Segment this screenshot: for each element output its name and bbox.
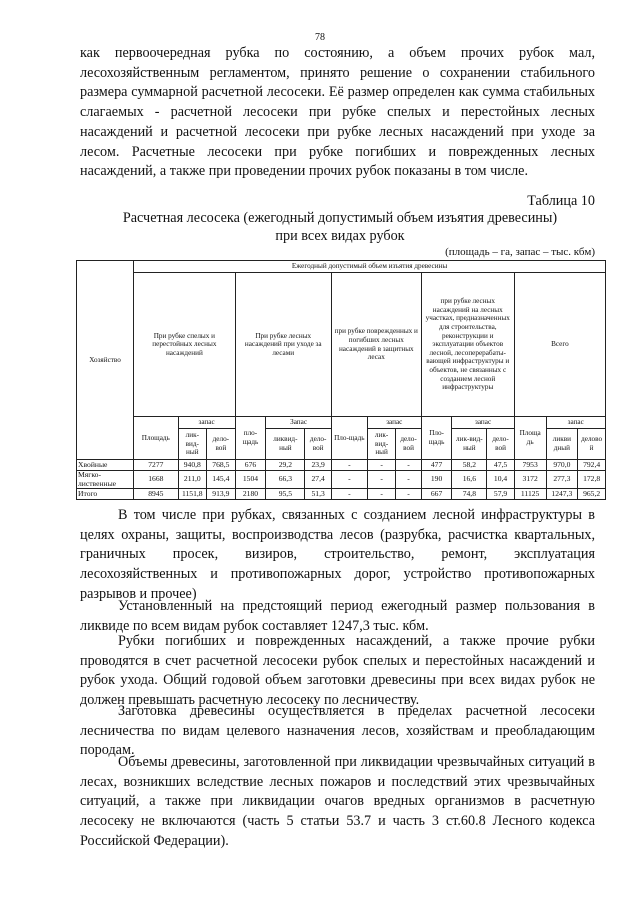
table-cell: 667 [421, 489, 452, 500]
page-number: 78 [315, 32, 325, 43]
subheader-cell: дело-вой [396, 429, 421, 460]
header-group-thinning: При рубке лесных насаждений при уходе за лесами [235, 273, 331, 417]
subheader-cell: лик-вид-ный [178, 429, 207, 460]
subheader-cell: делово й [578, 429, 606, 460]
table-cell: 190 [421, 471, 452, 489]
header-annual-volume: Ежегодный допустимый объем изъятия древесины [134, 261, 606, 273]
table-cell: 51,3 [305, 489, 331, 500]
subheader-cell: Площа дь [514, 417, 546, 460]
table-cell: 27,4 [305, 471, 331, 489]
table-cell: 1504 [235, 471, 266, 489]
header-zapas: запас [367, 417, 421, 429]
table-cell: 970,0 [546, 460, 578, 471]
table-cell: 58,2 [452, 460, 487, 471]
row-label: Мягко-лиственные [77, 471, 134, 489]
header-zapas: Запас [266, 417, 332, 429]
table-cell: 66,3 [266, 471, 305, 489]
subheader-cell: ликвид-ный [266, 429, 305, 460]
table-cell: 57,9 [487, 489, 514, 500]
table-cell: 11125 [514, 489, 546, 500]
row-label: Хвойные [77, 460, 134, 471]
table-cell: 965,2 [578, 489, 606, 500]
table-title [60, 209, 620, 245]
table-cell: 913,9 [207, 489, 236, 500]
header-zapas: запас [178, 417, 235, 429]
paragraph-emergency: Объемы древесины, заготовленной при ликвидации чрезвычайных ситуаций в лесах, возникших вследствие лесных пожаров и последствий этих чрезвычайных ситуаций, а также при ликвидации очагов вредных организмов в расчетную лесосеку не включаются (часть 5 статьи 53.7 и часть 3 ст.60.8 Лесного кодекса Российской Федерации). [80, 754, 595, 849]
table-cell: 2180 [235, 489, 266, 500]
table-body [77, 460, 606, 500]
header-zapas: запас [452, 417, 514, 429]
table-cell: 145,4 [207, 471, 236, 489]
table-title-line-2: при всех видах рубок [275, 228, 405, 244]
table-row [77, 460, 606, 471]
subheader-cell: дело-вой [207, 429, 236, 460]
table-cell: 16,6 [452, 471, 487, 489]
allowable-cut-table [76, 260, 606, 500]
table-title-line-1: Расчетная лесосека (ежегодный допустимый объем изъятия древесины) [122, 210, 558, 226]
table-cell: - [396, 460, 421, 471]
table-cell: 676 [235, 460, 266, 471]
subheader-cell: ликви дный [546, 429, 578, 460]
subheader-cell: дело-вой [487, 429, 514, 460]
subheader-cell: Площадь [134, 417, 178, 460]
table-cell: - [331, 489, 367, 500]
table-cell: 1151,8 [178, 489, 207, 500]
subheader-cell: лик-вид-ный [452, 429, 487, 460]
subheader-cell: Пло-щадь [421, 417, 452, 460]
table-cell: 477 [421, 460, 452, 471]
subheader-cell: дело-вой [305, 429, 331, 460]
paragraph-liquid-volume: Установленный на предстоящий период ежегодный размер пользования в ликвиде по всем видам рубок составляет 1247,3 тыс. кбм. [80, 598, 595, 634]
table-cell: 211,0 [178, 471, 207, 489]
table-cell: 940,8 [178, 460, 207, 471]
table-cell: 3172 [514, 471, 546, 489]
table-cell: 792,4 [578, 460, 606, 471]
table-cell: 8945 [134, 489, 178, 500]
subheader-cell: лик-вид-ный [367, 429, 396, 460]
header-group-total: Всего [514, 273, 605, 417]
table-cell: 1668 [134, 471, 178, 489]
table-cell: - [331, 460, 367, 471]
table-cell: 277,3 [546, 471, 578, 489]
table-cell: 7277 [134, 460, 178, 471]
header-zapas: запас [546, 417, 606, 429]
header-hozyaistvo: Хозяйство [77, 261, 134, 460]
header-group-damaged: при рубке поврежденных и погибших лесных насаждений в защитных лесах [331, 273, 421, 417]
header-group-infrastructure: при рубке лесных насаждений на лесных участках, предназначенных для строительства, реконструкции и эксплуатации объектов лесной, лесоперерабаты-вающей инфраструктуры и объектов, не связанных с созданием лесной инфраструктуры [421, 273, 514, 417]
paragraph-intro: как первоочередная рубка по состоянию, а объем прочих рубок мал, лесохозяйственным регламентом, принято решение о сохранении стабильного размера суммарной расчетной лесосеки. Её размер определен как сумма стабильных слагаемых - расчетной лесосеки при рубке спелых и перестойных лесных насаждений и расчетной лесосеки при рубке лесных насаждений при уходе за лесом. Расчетные лесосеки при рубке погибших и поврежденных лесных насаждений, а также при проведении прочих рубок показаны в том числе. [80, 45, 595, 180]
table-units: (площадь – га, запас – тыс. кбм) [445, 246, 595, 258]
table-cell: 1247,3 [546, 489, 578, 500]
header-group-mature: При рубке спелых и перестойных лесных насаждений [134, 273, 236, 417]
paragraph-harvesting: Заготовка древесины осуществляется в пределах расчетной лесосеки лесничества по видам целевого назначения лесов, хозяйствам и преобладающим породам. [80, 703, 595, 759]
table-cell: 10,4 [487, 471, 514, 489]
table-row [77, 489, 606, 500]
table-cell: 95,5 [266, 489, 305, 500]
table-cell: 23,9 [305, 460, 331, 471]
row-label: Итого [77, 489, 134, 500]
table-cell: 768,5 [207, 460, 236, 471]
table-cell: 74,8 [452, 489, 487, 500]
paragraph-infrastructure: В том числе при рубках, связанных с созданием лесной инфраструктуры в целях охраны, защиты, воспроизводства лесов (разрубка, расчистка квартальных, граничных просек, визиров, строительство, ремонт, эксплуатация лесохозяйственных и противопожарных дорог, устройство противопожарных разрывов и прочее) [80, 507, 595, 602]
table-cell: - [331, 471, 367, 489]
paragraph-damaged-cuts: Рубки погибших и поврежденных насаждений, а также прочие рубки проводятся в счет расчетной лесосеки рубок спелых и перестойных насаждений и рубок ухода. Общий годовой объем заготовки древесины при всех видах рубок не должен превышать расчетную лесосеку по лесничеству. [80, 633, 595, 709]
table-cell: - [367, 471, 396, 489]
table-cell: - [367, 489, 396, 500]
table-cell: - [396, 471, 421, 489]
subheader-cell: Пло-щадь [331, 417, 367, 460]
table-cell: - [396, 489, 421, 500]
subheader-cell: пло-щадь [235, 417, 266, 460]
table-cell: - [367, 460, 396, 471]
table-cell: 7953 [514, 460, 546, 471]
table-number: Таблица 10 [527, 193, 595, 209]
table-cell: 29,2 [266, 460, 305, 471]
table-cell: 172,8 [578, 471, 606, 489]
table-row [77, 471, 606, 489]
table-cell: 47,5 [487, 460, 514, 471]
